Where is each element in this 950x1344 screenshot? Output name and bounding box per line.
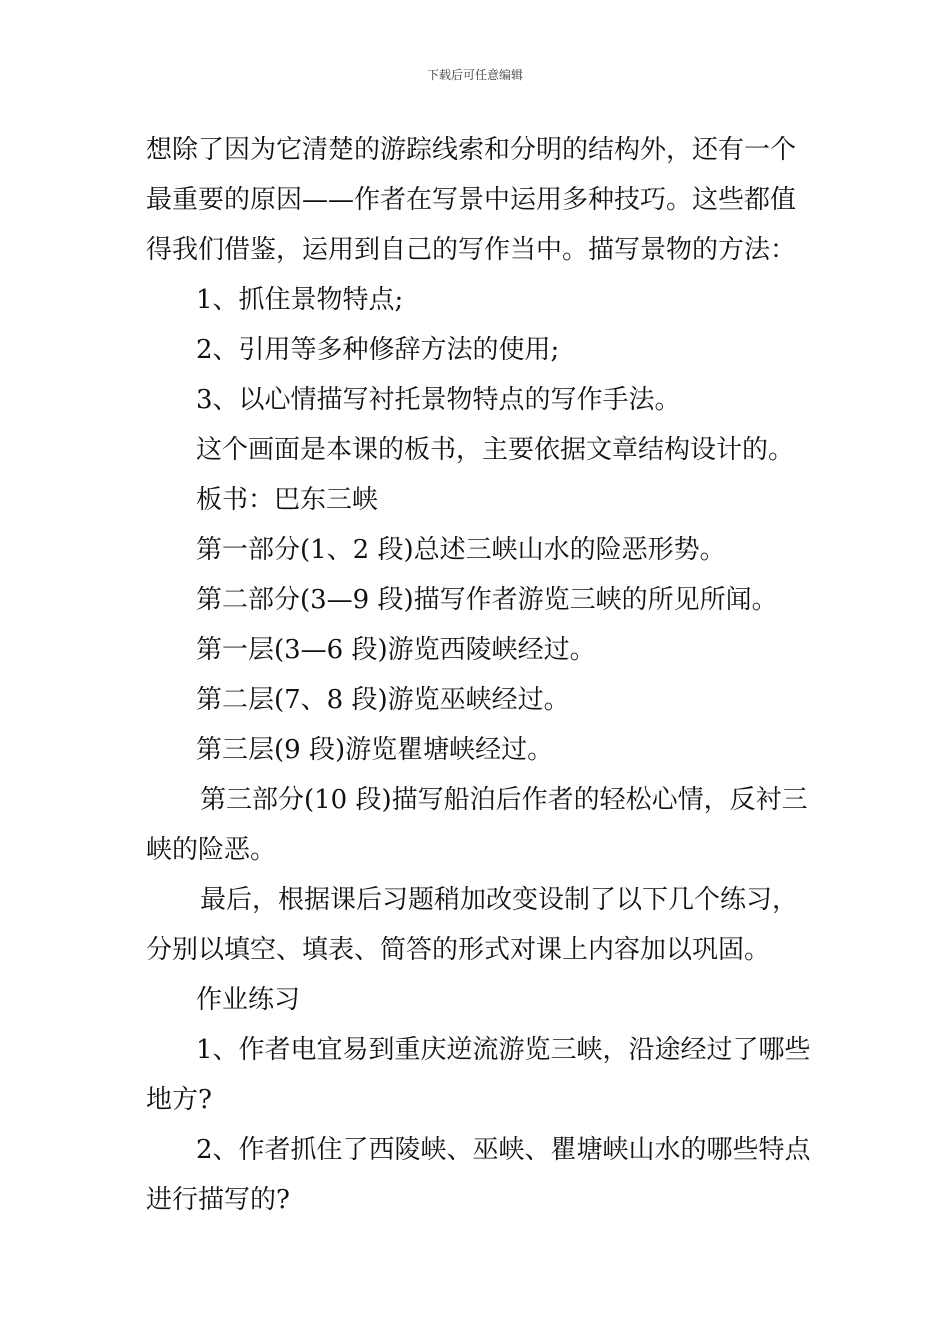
outline-part-1: 第一部分(1、2 段)总述三峡山水的险恶形势。 — [196, 535, 726, 565]
homework-question-2: 2、作者抓住了西陵峡、巫峡、瞿塘峡山水的哪些特点 — [196, 1135, 811, 1165]
outline-part-2: 第二部分(3—9 段)描写作者游览三峡的所见所闻。 — [196, 585, 778, 615]
outline-layer-1: 第一层(3—6 段)游览西陵峡经过。 — [196, 635, 596, 665]
homework-heading: 作业练习 — [196, 985, 301, 1015]
paragraph-line: 这个画面是本课的板书，主要依据文章结构设计的。 — [196, 435, 795, 465]
paragraph-line: 分别以填空、填表、简答的形式对课上内容加以巩固。 — [146, 935, 771, 965]
paragraph-line: 峡的险恶。 — [146, 835, 277, 865]
homework-question-1: 1、作者电宜易到重庆逆流游览三峡，沿途经过了哪些 — [196, 1035, 811, 1065]
page-header: 下载后可任意编辑 — [426, 68, 523, 82]
paragraph-line: 进行描写的? — [146, 1185, 290, 1215]
outline-layer-3: 第三层(9 段)游览瞿塘峡经过。 — [196, 735, 554, 765]
paragraph-line: 最后，根据课后习题稍加改变设制了以下几个练习， — [200, 885, 799, 915]
outline-part-3: 第三部分(10 段)描写船泊后作者的轻松心情，反衬三 — [200, 785, 808, 815]
outline-layer-2: 第二层(7、8 段)游览巫峡经过。 — [196, 685, 570, 715]
method-item-2: 2、引用等多种修辞方法的使用; — [196, 335, 560, 365]
paragraph-line: 想除了因为它清楚的游踪线索和分明的结构外，还有一个 — [146, 135, 797, 165]
paragraph-line: 最重要的原因——作者在写景中运用多种技巧。这些都值 — [146, 185, 797, 215]
method-item-1: 1、抓住景物特点; — [196, 285, 404, 315]
method-item-3: 3、以心情描写衬托景物特点的写作手法。 — [196, 385, 681, 415]
paragraph-line: 得我们借鉴，运用到自己的写作当中。描写景物的方法： — [146, 235, 797, 265]
blackboard-title: 板书：巴东三峡 — [196, 485, 379, 515]
paragraph-line: 地方? — [146, 1085, 212, 1115]
